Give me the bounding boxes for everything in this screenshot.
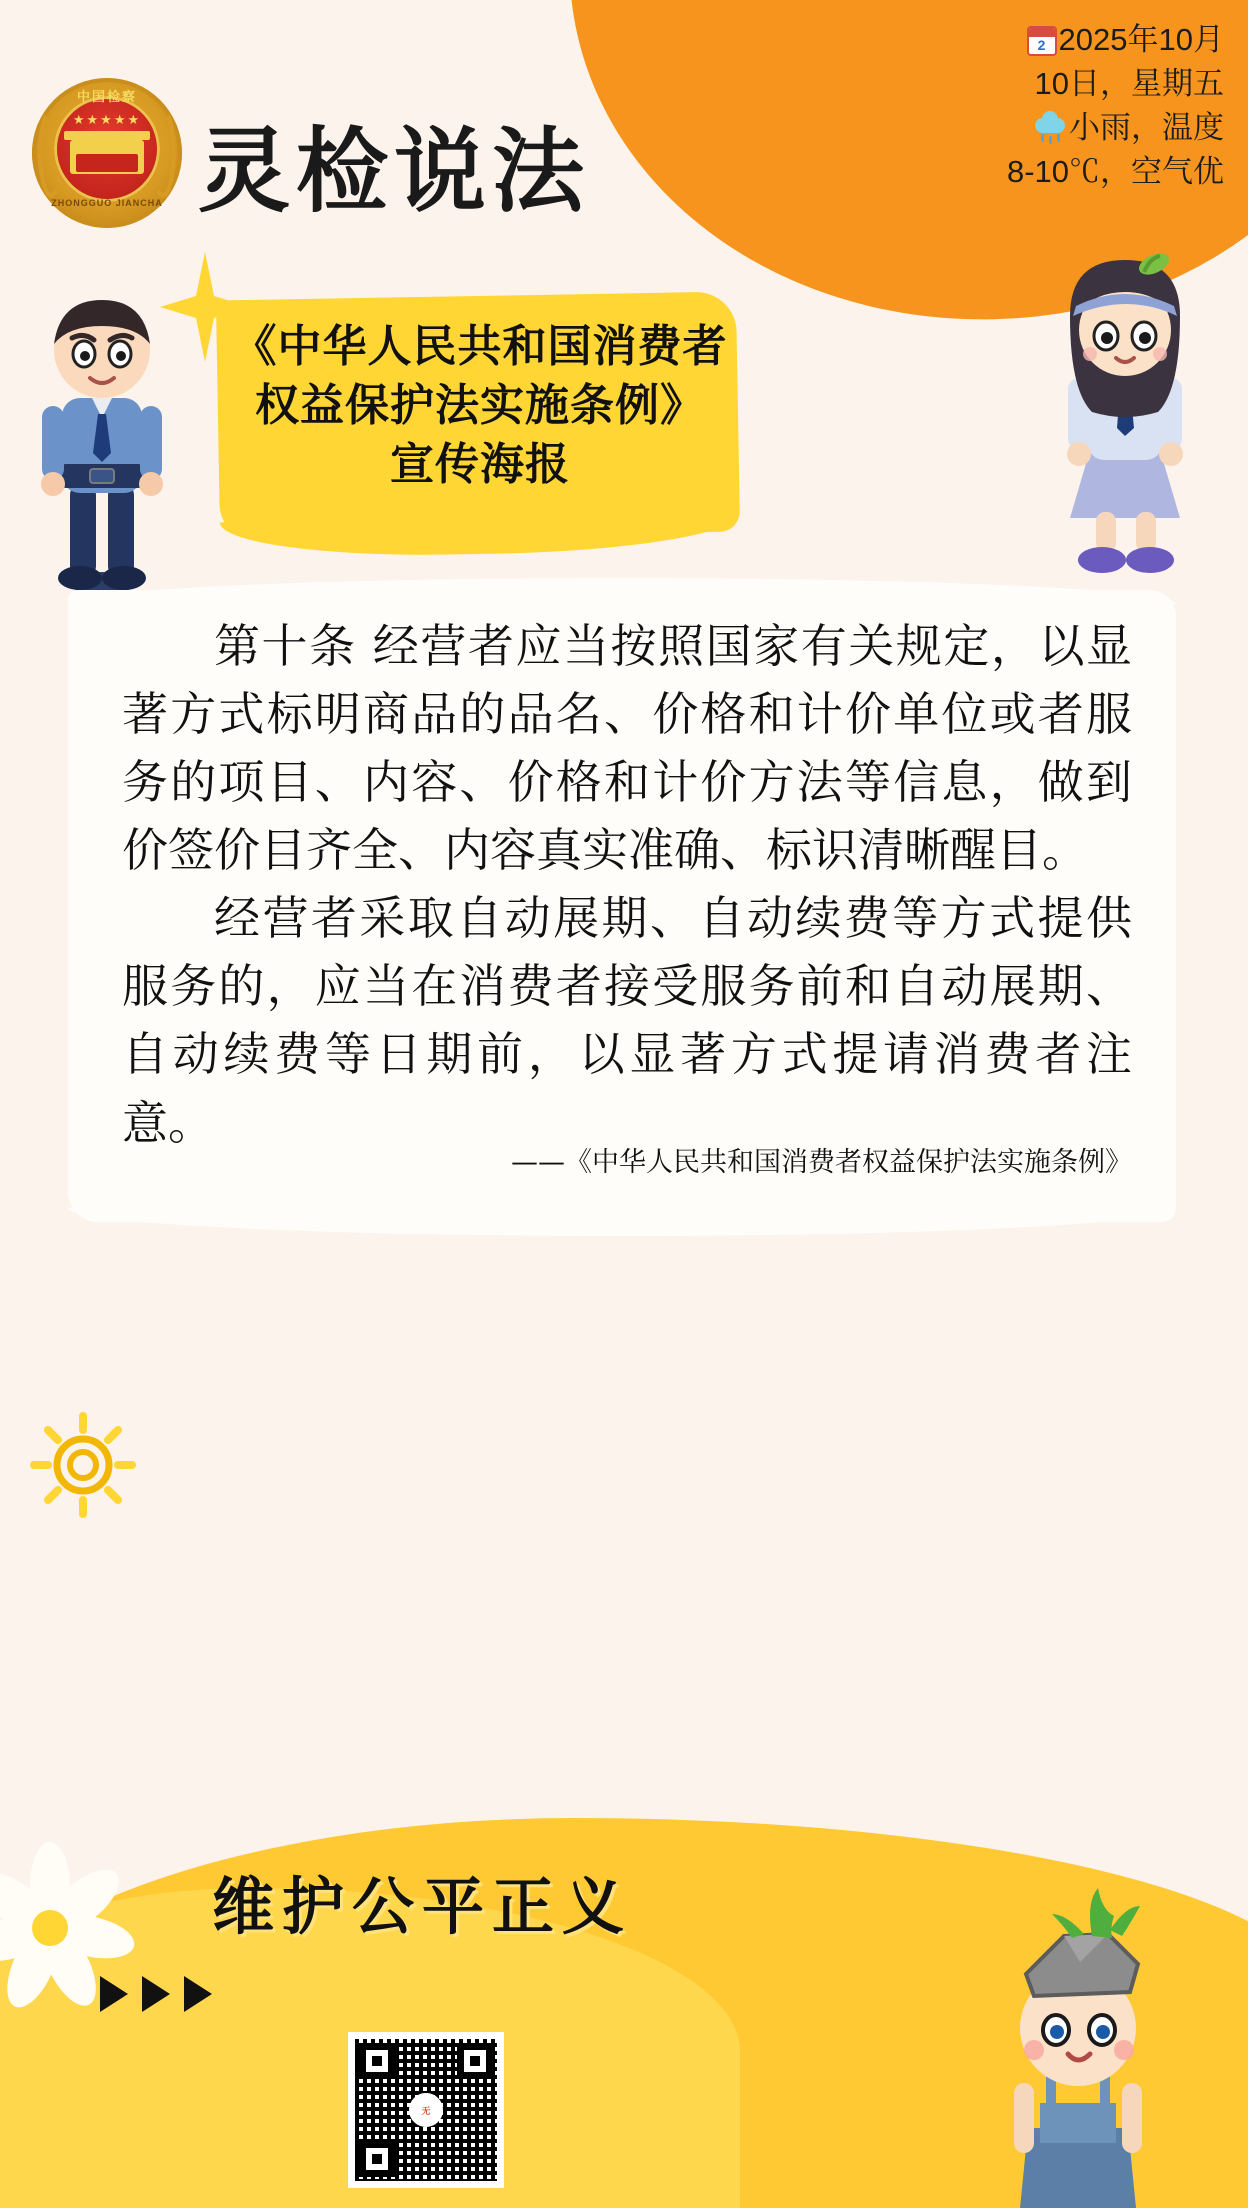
qr-finder-icon: [359, 2043, 395, 2079]
qr-finder-icon: [457, 2043, 493, 2079]
rain-cloud-icon: [1033, 116, 1067, 144]
calendar-day: 2: [1037, 37, 1046, 53]
slogan-text: 维护公平正义: [212, 1870, 633, 1943]
weather-row-2: 8-10℃，空气优: [1006, 154, 1224, 190]
banner-line-3: 宣传海报: [390, 438, 570, 490]
weather-row-1: [824, 106, 1224, 150]
emblem-stars: ★★★★★: [72, 112, 142, 127]
banner-title: [230, 318, 730, 495]
emblem-top-text: 中国检察: [76, 89, 137, 104]
law-body: [122, 612, 1132, 1157]
law-paragraph-2: 经营者采取自动展期、自动续费等方式提供服务的，应当在消费者接受服务前和自动展期、自动续费等日期前，以显著方式提请消费者注意。: [122, 891, 1132, 1150]
weather-text: 小雨，温度: [1069, 110, 1224, 146]
qr-pattern: [355, 2039, 497, 2181]
page-title: 灵检说法: [198, 118, 591, 225]
date-row-2: 10日，星期五: [1034, 66, 1224, 102]
boy-character-illustration: [12, 278, 192, 598]
sun-doodle-icon: [18, 1400, 148, 1530]
procuratorate-emblem-icon: [32, 78, 182, 228]
triangle-right-icon: [100, 1976, 128, 2012]
emblem-gate-icon: [70, 140, 144, 174]
date-weather-block: [824, 18, 1224, 194]
girl-character-illustration: [1030, 250, 1220, 580]
calendar-icon: [1027, 26, 1057, 56]
qr-center-logo: 无: [409, 2093, 443, 2127]
triangle-right-icon: [184, 1976, 212, 2012]
kid-with-rock-hat-illustration: [968, 1878, 1188, 2208]
arrow-group: [100, 1976, 212, 2012]
banner-line-1: 《中华人民共和国消费者: [232, 321, 728, 372]
triangle-right-icon: [142, 1976, 170, 2012]
law-paragraph-1: 第十条 经营者应当按照国家有关规定，以显著方式标明商品的品名、价格和计价单位或者服务的项目、内容、价格和计价方法等信息，做到价签价目齐全、内容真实准确、标识清晰醒目。: [122, 619, 1132, 878]
date-text: 2025年10月: [1058, 22, 1224, 57]
emblem-pinyin: ZHONGGUO JIANCHA: [51, 198, 163, 208]
qr-finder-icon: [359, 2141, 395, 2177]
banner-line-2: 权益保护法实施条例》: [255, 379, 705, 431]
qr-code[interactable]: [348, 2032, 504, 2188]
law-source: ——《中华人民共和国消费者权益保护法实施条例》: [511, 1147, 1132, 1178]
date-row-1: [824, 18, 1224, 62]
